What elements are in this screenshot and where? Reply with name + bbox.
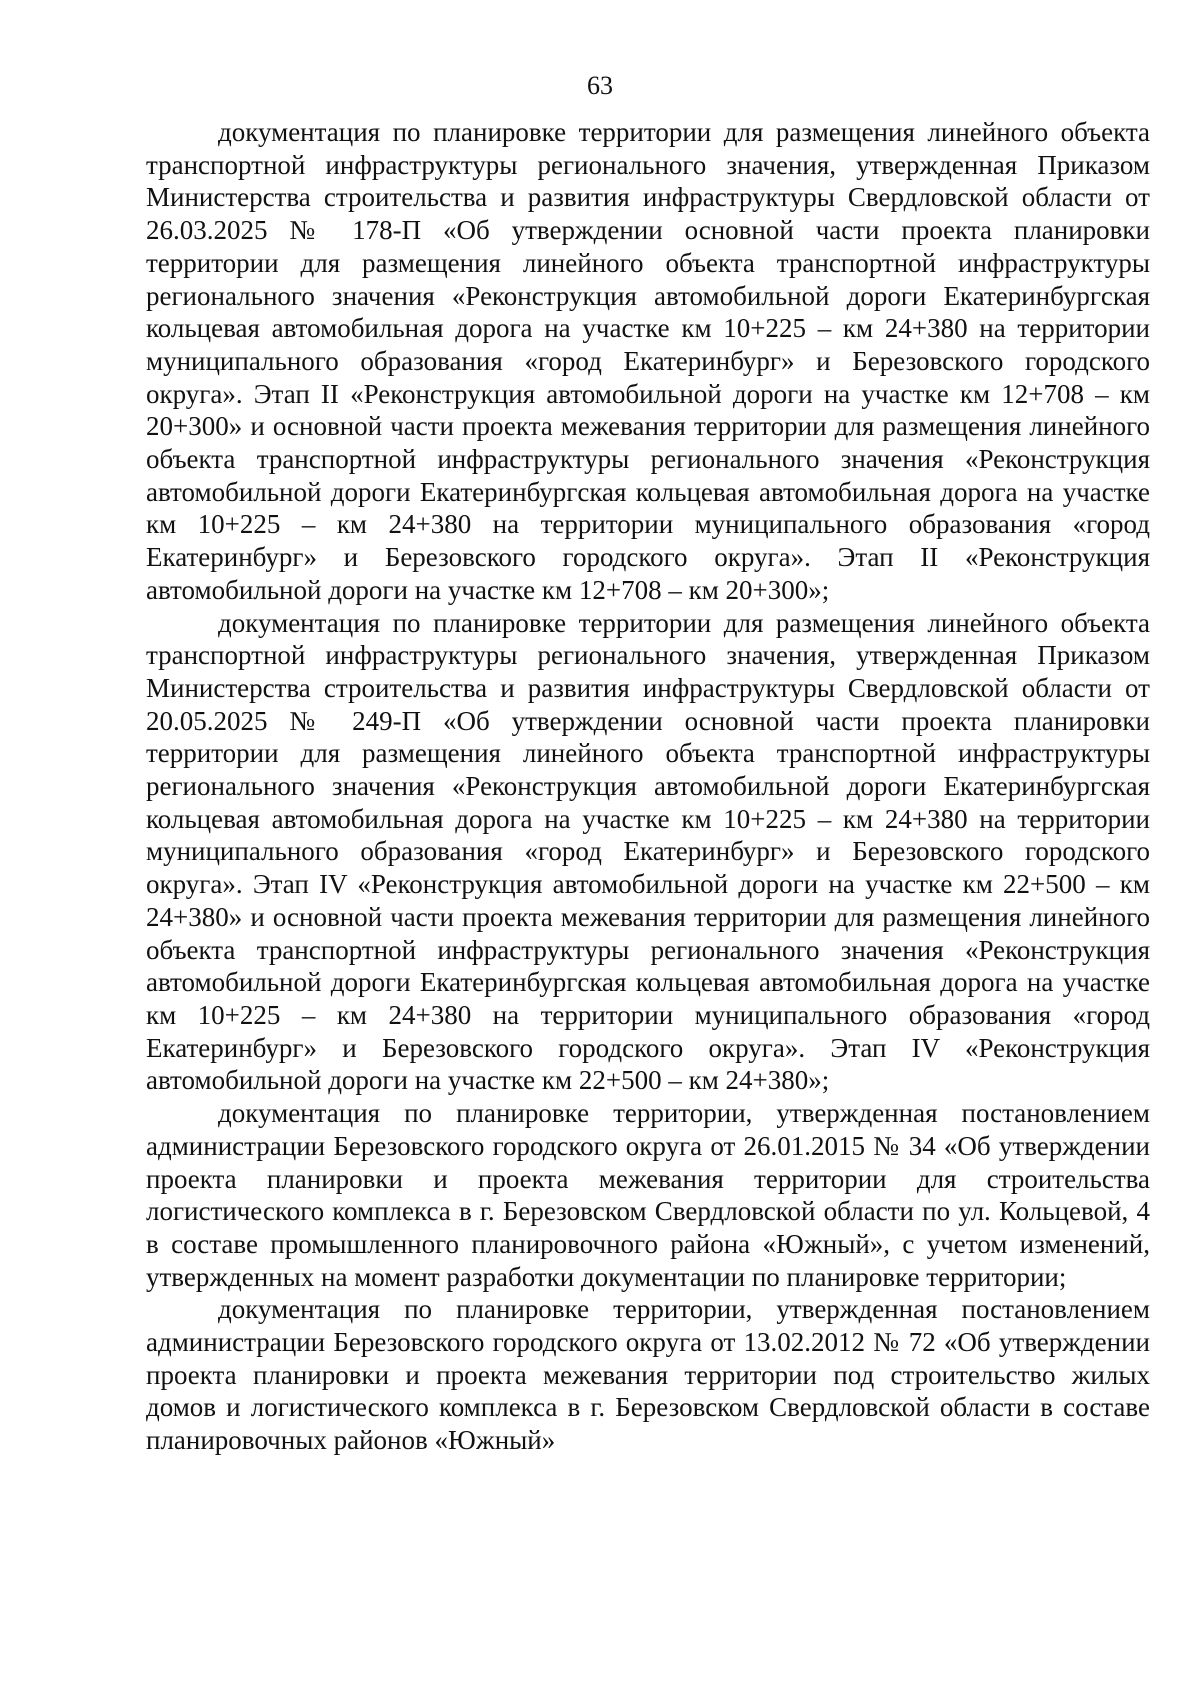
paragraph-planning-doc-34: документация по планировке территории, утвержденная постановлением администрации Березовского городского округа от 26.01.2015 № 34 «Об утверждении проекта планировки и проекта межевания территории для строительства логистического комплекса в г. Березовском Свердловской области по ул. Кольцевой, 4 в составе промышленного планировочного района «Южный», с учетом изменений, утвержденных на момент разработки документации по планировке территории; bbox=[146, 1098, 1150, 1292]
page-number: 63 bbox=[587, 71, 613, 100]
paragraph-planning-doc-72: документация по планировке территории, утвержденная постановлением администрации Березовского городского округа от 13.02.2012 № 72 «Об утверждении проекта планировки и проекта межевания территории под строительство жилых домов и логистического комплекса в г. Березовском Свердловской области в составе планировочных районов «Южный» bbox=[146, 1294, 1150, 1456]
paragraph-planning-doc-249p: документация по планировке территории для размещения линейного объекта транспортной инфраструктуры регионального значения, утвержденная Приказом Министерства строительства и развития инфраструктуры Свердловской области от 20.05.2025 № 249-П «Об утверждении основной части проекта планировки территории для размещения линейного объекта транспортной инфраструктуры регионального значения «Реконструкция автомобильной дороги Екатеринбургская кольцевая автомобильная дорога на участке км 10+225 – км 24+380 на территории муниципального образования «город Екатеринбург» и Березовского городского округа». Этап IV «Реконструкция автомобильной дороги на участке км 22+500 – км 24+380» и основной части проекта межевания территории для размещения линейного объекта транспортной инфраструктуры регионального значения «Реконструкция автомобильной дороги Екатеринбургская кольцевая автомобильная дорога на участке км 10+225 – км 24+380 на территории муниципального образования «город Екатеринбург» и Березовского городского округа». Этап IV «Реконструкция автомобильной дороги на участке км 22+500 – км 24+380»; bbox=[146, 607, 1150, 1096]
document-body bbox=[146, 116, 1150, 1457]
paragraph-planning-doc-178p: документация по планировке территории для размещения линейного объекта транспортной инфраструктуры регионального значения, утвержденная Приказом Министерства строительства и развития инфраструктуры Свердловской области от 26.03.2025 № 178-П «Об утверждении основной части проекта планировки территории для размещения линейного объекта транспортной инфраструктуры регионального значения «Реконструкция автомобильной дороги Екатеринбургская кольцевая автомобильная дорога на участке км 10+225 – км 24+380 на территории муниципального образования «город Екатеринбург» и Березовского городского округа». Этап II «Реконструкция автомобильной дороги на участке км 12+708 – км 20+300» и основной части проекта межевания территории для размещения линейного объекта транспортной инфраструктуры регионального значения «Реконструкция автомобильной дороги Екатеринбургская кольцевая автомобильная дорога на участке км 10+225 – км 24+380 на территории муниципального образования «город Екатеринбург» и Березовского городского округа». Этап II «Реконструкция автомобильной дороги на участке км 12+708 – км 20+300»; bbox=[146, 117, 1150, 605]
